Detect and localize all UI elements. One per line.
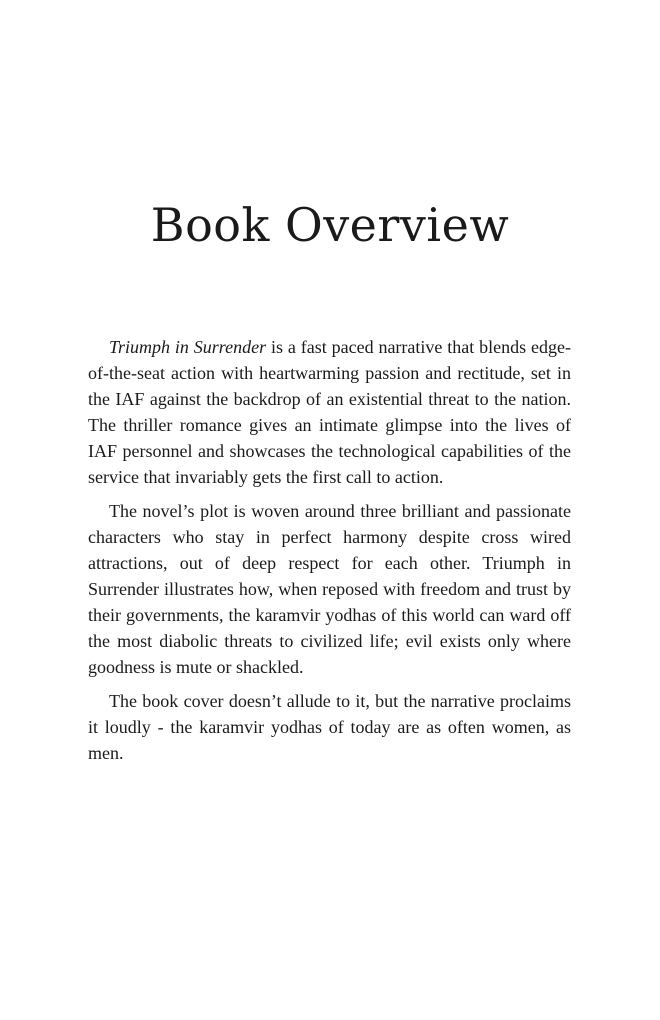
paragraph-1 — [88, 334, 571, 490]
paragraph-1-text: is a fast paced narrative that blends edge-of-the-seat action with heartwarming passion and rectitude, set in the IAF against the backdrop of an existential threat to the nation. The thriller romance gives an intimate glimpse into the lives of IAF personnel and showcases the technological capabilities of the service that invariably gets the first call to action. — [88, 337, 571, 487]
paragraph-2 — [88, 498, 571, 680]
paragraph-2-text: The novel’s plot is woven around three brilliant and passionate characters who stay in perfect harmony despite cross wired attractions, out of deep respect for each other. Triumph in Surrender illustrates how, when reposed with freedom and trust by their governments, the karamvir yodhas of this world can ward off the most diabolic threats to civilized life; evil exists only where goodness is mute or shackled. — [88, 501, 571, 677]
overview-body — [88, 334, 571, 766]
page-title: Book Overview — [150, 198, 510, 252]
book-title-italic: Triumph in Surrender — [109, 337, 267, 357]
paragraph-3 — [88, 688, 571, 766]
paragraph-3-text: The book cover doesn’t allude to it, but the narrative proclaims it loudly - the karamvir yodhas of today are as often women, as men. — [88, 691, 571, 763]
